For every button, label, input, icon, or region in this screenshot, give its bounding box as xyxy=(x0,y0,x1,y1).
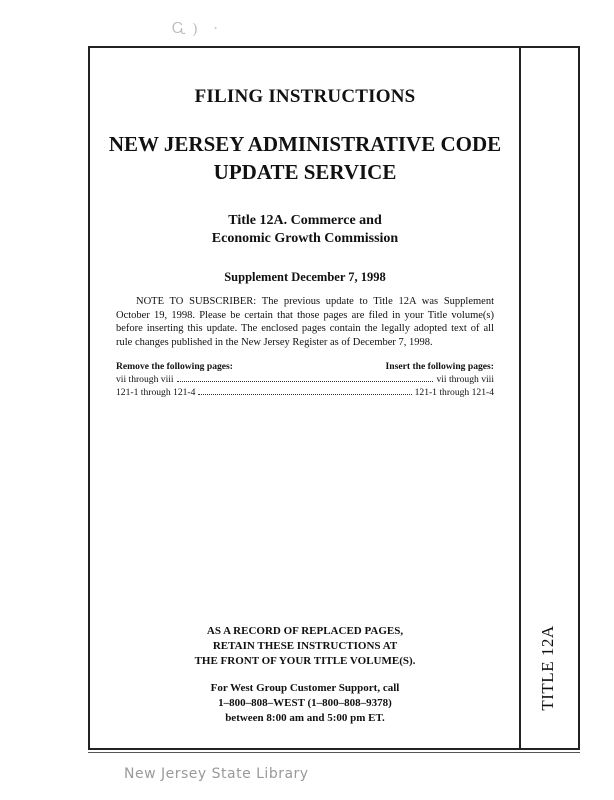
table-row xyxy=(116,374,494,385)
filing-instructions-content xyxy=(108,86,502,398)
retention-instructions xyxy=(116,624,494,726)
headline xyxy=(94,130,516,186)
remove-header: Remove the following pages: xyxy=(116,361,233,372)
insert-pages: 121-1 through 121-4 xyxy=(414,387,494,398)
headline-line-2: UPDATE SERVICE xyxy=(213,160,397,184)
subscriber-note: NOTE TO SUBSCRIBER: The previous update to Title 12A was Supplement October 19, 1998. Please be certain that those pages are filed in your Title volume(s) before inserting this update. The enclosed pages contain the legally adopted text of all rule changes published in the New Jersey Register as of December 7, 1998. xyxy=(116,296,494,348)
support-hours: between 8:00 am and 5:00 pm ET. xyxy=(225,712,385,724)
insert-pages: vii through viii xyxy=(436,374,494,385)
table-row xyxy=(116,387,494,398)
page-table-header xyxy=(116,361,494,372)
supplement-date: Supplement December 7, 1998 xyxy=(224,270,386,284)
record-line: AS A RECORD OF REPLACED PAGES, xyxy=(206,625,404,637)
library-stamp: New Jersey State Library xyxy=(124,766,309,782)
record-notice xyxy=(116,624,494,669)
page-replacement-table xyxy=(116,361,494,398)
headline-line-1: NEW JERSEY ADMINISTRATIVE CODE xyxy=(108,132,502,156)
customer-support-info xyxy=(116,681,494,726)
record-line: RETAIN THESE INSTRUCTIONS AT xyxy=(212,640,398,652)
scan-artifact-mark: Ꮹ) · xyxy=(172,21,225,37)
remove-pages: 121-1 through 121-4 xyxy=(116,387,196,398)
side-tab-divider xyxy=(519,46,521,750)
insert-header: Insert the following pages: xyxy=(385,361,494,372)
frame-bottom-rule xyxy=(88,752,580,753)
subtitle-line-1: Title 12A. Commerce and xyxy=(228,213,382,228)
title-subject xyxy=(116,212,494,248)
remove-pages: vii through viii xyxy=(116,374,174,385)
side-tab-label: TITLE 12A xyxy=(538,625,557,711)
support-line: For West Group Customer Support, call xyxy=(210,682,400,694)
support-phone: 1–800–808–WEST (1–800–808–9378) xyxy=(218,697,392,709)
dot-leader xyxy=(198,393,411,395)
page-title: FILING INSTRUCTIONS xyxy=(194,86,416,107)
record-line: THE FRONT OF YOUR TITLE VOLUME(S). xyxy=(194,655,416,667)
subtitle-line-2: Economic Growth Commission xyxy=(211,231,399,246)
dot-leader xyxy=(177,380,434,382)
